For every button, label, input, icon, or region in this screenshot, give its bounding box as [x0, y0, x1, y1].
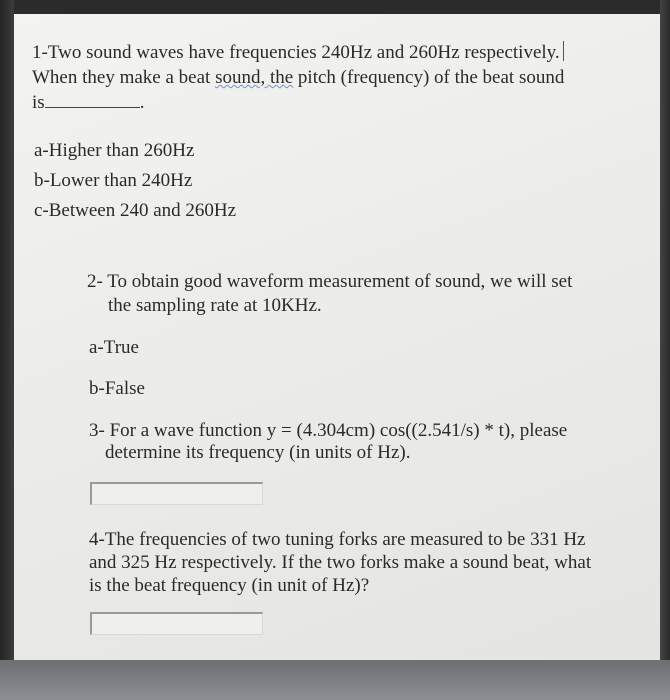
question-2-line-2: the sampling rate at 10KHz. [108, 295, 322, 316]
question-2-line-1: 2- To obtain good waveform measurement of sound, we will set [87, 271, 573, 292]
question-3-text [89, 420, 649, 464]
question-4-line-2: and 325 Hz respectively. If the two forks make a sound beat, what [89, 552, 592, 573]
spellcheck-underlined-text: sound, the [215, 67, 294, 88]
question-1-line-2b: pitch (frequency) of the beat sound [293, 67, 565, 88]
question-4-line-1: 4-The frequencies of two tuning forks are measured to be 331 Hz [89, 529, 586, 550]
question-1-text [32, 40, 642, 115]
question-1-line-3: is [32, 92, 45, 113]
monitor-bezel-bottom [0, 660, 670, 700]
question-1-line-1: 1-Two sound waves have frequencies 240Hz and 260Hz respectively. [32, 42, 560, 63]
question-2-option-a[interactable]: a-True [89, 337, 139, 358]
question-1-period: . [139, 92, 145, 113]
question-3-answer-input[interactable] [90, 482, 263, 505]
quiz-screen [14, 14, 660, 660]
question-3-line-1: 3- For a wave function y = (4.304cm) cos((2.541/s) * t), please [89, 420, 568, 441]
fill-in-blank [45, 93, 140, 108]
question-1-line-2a: When they make a beat [32, 67, 216, 88]
text-cursor [563, 41, 564, 61]
question-1-option-a[interactable]: a-Higher than 260Hz [34, 140, 195, 161]
question-1-option-c[interactable]: c-Between 240 and 260Hz [34, 200, 237, 221]
question-1-option-b[interactable]: b-Lower than 240Hz [34, 170, 193, 191]
monitor-bezel-left [0, 0, 14, 700]
question-4-line-3: is the beat frequency (in unit of Hz)? [89, 575, 370, 596]
monitor-bezel-right [660, 0, 670, 700]
monitor-bezel-top [0, 0, 670, 14]
question-2-text [87, 270, 627, 318]
question-4-text [89, 528, 649, 597]
question-4-answer-input[interactable] [90, 612, 263, 635]
question-2-option-b[interactable]: b-False [89, 378, 145, 399]
question-3-line-2: determine its frequency (in units of Hz). [105, 442, 411, 463]
